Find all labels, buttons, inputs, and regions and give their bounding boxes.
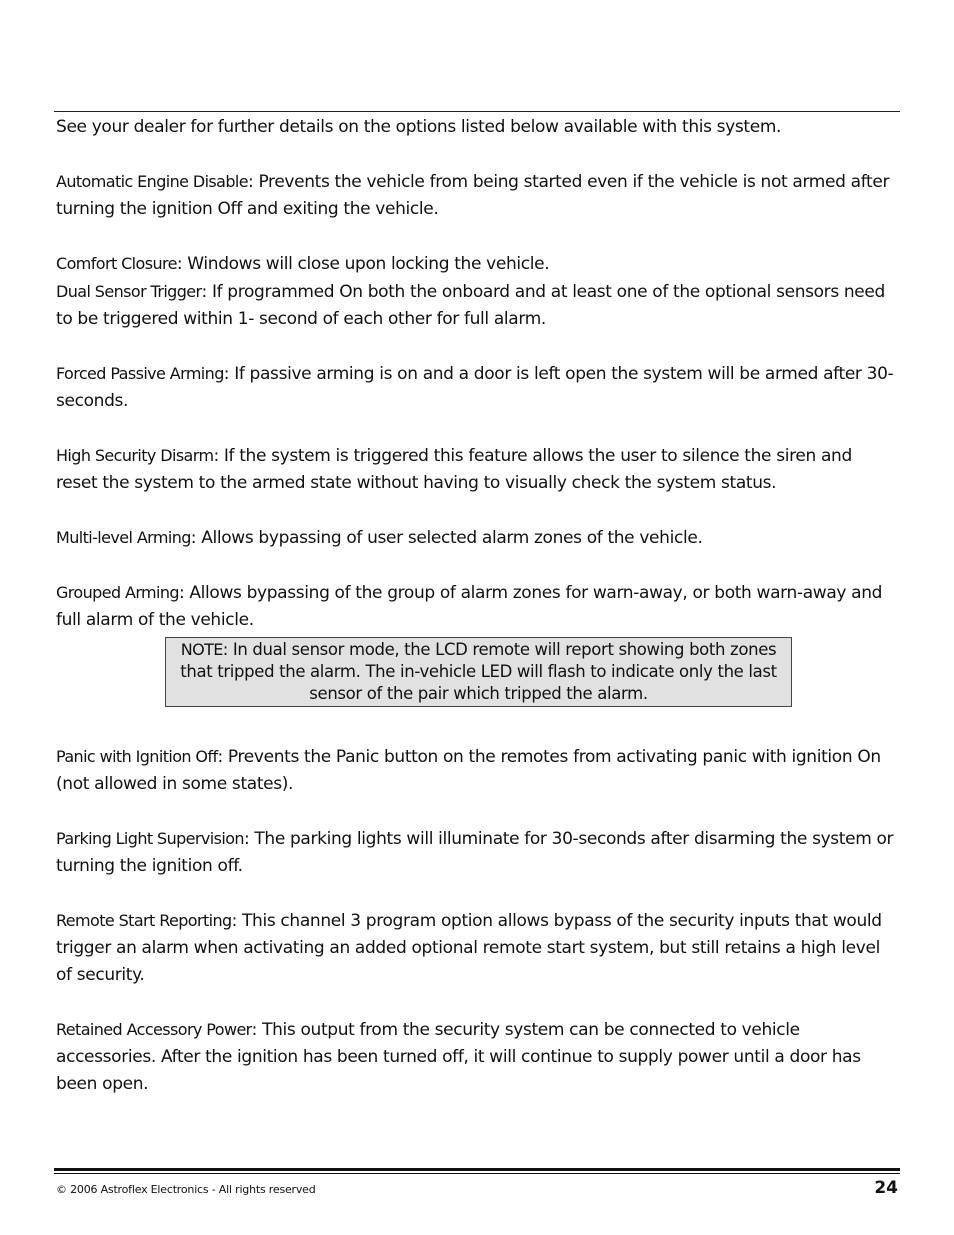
option-term: Remote Start Reporting — [56, 911, 232, 930]
footer-rule-thin — [54, 1173, 900, 1174]
option-dual-sensor-trigger — [56, 278, 898, 333]
page-body — [56, 114, 898, 1098]
option-grouped-arming — [56, 579, 898, 634]
option-description: : Prevents the vehicle from being started even if the vehicle is not armed after turning the ignition Off and exiting the vehicle. — [56, 172, 890, 219]
option-description: : If passive arming is on and a door is left open the system will be armed after 30-seconds. — [56, 364, 894, 411]
intro-paragraph: See your dealer for further details on the options listed below available with this system. — [56, 117, 782, 137]
option-comfort-closure — [56, 250, 898, 278]
option-panic-with-ignition-off — [56, 743, 898, 798]
option-description: : The parking lights will illuminate for 30-seconds after disarming the system or turning the ignition off. — [56, 829, 894, 876]
option-retained-accessory-power — [56, 1016, 898, 1098]
option-term: Dual Sensor Trigger — [56, 282, 202, 301]
option-term: Forced Passive Arming — [56, 364, 224, 383]
option-parking-light-supervision — [56, 825, 898, 880]
option-term: Parking Light Supervision — [56, 829, 244, 848]
option-automatic-engine-disable — [56, 168, 898, 223]
option-term: Multi-level Arming — [56, 528, 191, 547]
option-description: : Allows bypassing of the group of alarm zones for warn-away, or both warn-away and full alarm of the vehicle. — [56, 583, 883, 630]
option-term: Comfort Closure — [56, 254, 177, 273]
option-multi-level-arming — [56, 524, 898, 552]
footer-rule — [54, 1168, 900, 1171]
option-term: Automatic Engine Disable — [56, 172, 249, 191]
option-description: : This output from the security system can be connected to vehicle accessories. After the ignition has been turned off, it will continue to supply power until a door has been open. — [56, 1020, 861, 1094]
note-label: NOTE — [180, 640, 223, 659]
option-term: Panic with Ignition Off — [56, 747, 218, 766]
option-description: : If the system is triggered this feature allows the user to silence the siren and reset the system to the armed state without having to visually check the system status. — [56, 446, 852, 493]
option-term: Grouped Arming — [56, 583, 179, 602]
option-remote-start-reporting — [56, 907, 898, 989]
header-rule — [54, 111, 900, 112]
option-description: : Prevents the Panic button on the remotes from activating panic with ignition On (not allowed in some states). — [56, 747, 881, 794]
option-description: : This channel 3 program option allows bypass of the security inputs that would trigger an alarm when activating an added optional remote start system, but still retains a high level of security. — [56, 911, 882, 985]
option-description: : Windows will close upon locking the vehicle. — [176, 254, 550, 274]
note-box — [165, 637, 792, 707]
option-term: Retained Accessory Power — [56, 1020, 252, 1039]
option-forced-passive-arming — [56, 360, 898, 415]
note-text: : In dual sensor mode, the LCD remote will report showing both zones that tripped the alarm. The in-vehicle LED will flash to indicate only the last sensor of the pair which tripped the alarm. — [180, 640, 777, 703]
copyright-text: © 2006 Astroflex Electronics - All rights reserved — [56, 1183, 316, 1196]
option-high-security-disarm — [56, 442, 898, 497]
option-term: High Security Disarm — [56, 446, 214, 465]
option-description: : Allows bypassing of user selected alarm zones of the vehicle. — [190, 528, 703, 548]
option-description: : If programmed On both the onboard and at least one of the optional sensors need to be triggered within 1- second of each other for full alarm. — [56, 282, 885, 329]
page-number: 24 — [874, 1178, 898, 1198]
